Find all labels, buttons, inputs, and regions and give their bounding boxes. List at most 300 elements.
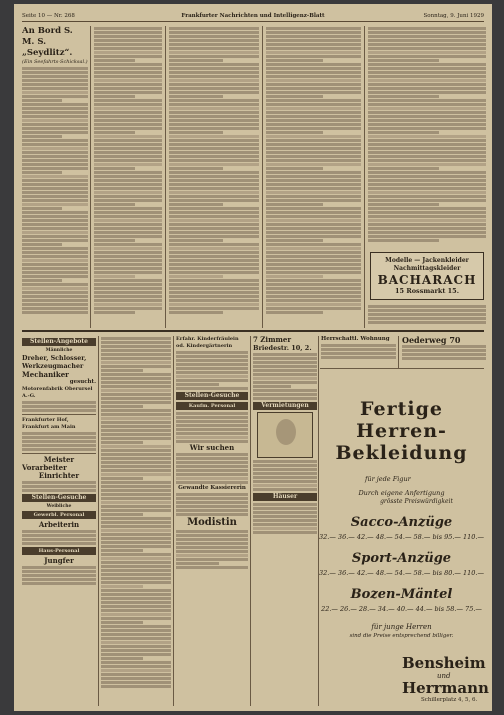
text-line — [368, 87, 486, 90]
vermietungen-heading: Vermietungen — [253, 402, 317, 410]
text-line — [176, 481, 248, 484]
text-line — [101, 609, 171, 612]
text-line — [94, 207, 162, 210]
text-line — [368, 35, 486, 38]
text-line — [266, 183, 361, 186]
text-line — [101, 405, 143, 408]
text-line — [169, 275, 223, 278]
text-line — [22, 75, 88, 78]
text-line — [101, 645, 171, 648]
mechaniker-ad: Mechaniker — [22, 370, 69, 379]
sacco-prices: 32.— 36.— 42.— 48.— 54.— 58.— bis 95.— 110.— — [319, 533, 484, 541]
text-line — [169, 75, 259, 78]
text-line — [22, 239, 88, 242]
ads-column-1 — [22, 336, 96, 704]
text-line — [253, 361, 317, 364]
text-line — [94, 71, 162, 74]
text-line — [101, 625, 171, 628]
text-line — [101, 489, 171, 492]
text-line — [253, 523, 317, 526]
text-line — [266, 235, 361, 238]
text-line — [266, 95, 323, 98]
text-line — [101, 441, 143, 444]
text-line — [94, 35, 162, 38]
text-line — [169, 295, 259, 298]
text-line — [169, 299, 259, 302]
text-line — [22, 163, 88, 166]
oederweg-title: Oederweg 70 — [402, 336, 461, 345]
text-line — [22, 255, 88, 258]
text-line — [266, 279, 361, 282]
text-line — [101, 421, 171, 424]
text-line — [94, 59, 135, 62]
text-line — [94, 87, 162, 90]
bensheim-brand: Bensheim — [402, 654, 486, 672]
gewerbl-personal-heading: Gewerbl. Personal — [22, 511, 96, 519]
text-line — [94, 79, 162, 82]
kaufm-personal-heading: Kaufm. Personal — [176, 402, 248, 410]
ads-column-3 — [176, 336, 248, 704]
text-line — [368, 91, 486, 94]
text-line — [94, 91, 162, 94]
text-line — [101, 401, 171, 404]
text-line — [266, 63, 361, 66]
wir-suchen-ad: Wir suchen — [189, 443, 235, 452]
text-line — [176, 440, 248, 443]
text-line — [22, 283, 88, 286]
text-line — [22, 401, 96, 404]
text-line — [266, 199, 361, 202]
text-line — [169, 183, 259, 186]
text-line — [266, 47, 361, 50]
maennliche-label: Männliche — [45, 348, 73, 353]
text-line — [169, 167, 223, 170]
text-line — [368, 163, 486, 166]
text-line — [22, 195, 88, 198]
text-line — [169, 87, 259, 90]
text-line — [22, 311, 88, 314]
text-line — [101, 493, 171, 496]
text-line — [169, 103, 259, 106]
text-line — [266, 99, 361, 102]
text-line — [266, 283, 361, 286]
text-line — [101, 457, 171, 460]
text-line — [101, 541, 171, 544]
gesucht-label: gesucht. — [69, 379, 96, 385]
text-line — [22, 219, 88, 222]
text-line — [22, 99, 62, 102]
text-line — [169, 303, 259, 306]
text-line — [368, 235, 486, 238]
text-line — [101, 513, 143, 516]
text-line — [266, 55, 361, 58]
text-line — [169, 283, 259, 286]
einrichter-ad: Einrichter — [38, 471, 80, 480]
text-line — [22, 91, 88, 94]
text-line — [266, 267, 361, 270]
text-line — [101, 445, 171, 448]
text-line — [101, 617, 171, 620]
text-line — [94, 287, 162, 290]
jungfer-ad: Jungfer — [44, 556, 74, 565]
text-line — [22, 167, 88, 170]
text-line — [94, 123, 162, 126]
text-line — [101, 589, 171, 592]
text-line — [22, 179, 88, 182]
text-line — [22, 440, 96, 443]
text-line — [253, 503, 317, 506]
text-line — [266, 219, 361, 222]
text-line — [94, 51, 162, 54]
text-line — [94, 43, 162, 46]
text-line — [101, 557, 171, 560]
text-line — [176, 359, 248, 362]
text-line — [22, 542, 96, 545]
text-line — [266, 87, 361, 90]
text-line — [402, 349, 486, 352]
text-line — [94, 283, 162, 286]
text-line — [94, 215, 162, 218]
text-line — [169, 243, 259, 246]
text-line — [169, 175, 259, 178]
text-line — [94, 95, 135, 98]
sport-prices: 32.— 36.— 42.— 48.— 54.— 58.— bis 80.— 110.— — [319, 569, 484, 577]
text-column-3 — [169, 26, 259, 326]
text-line — [266, 143, 361, 146]
text-line — [266, 139, 361, 142]
text-line — [368, 83, 486, 86]
text-line — [368, 127, 486, 130]
text-line — [169, 91, 259, 94]
text-line — [22, 139, 88, 142]
text-line — [101, 377, 171, 380]
bacharach-line2: Nachmittagskleider — [393, 265, 461, 272]
text-line — [266, 207, 361, 210]
text-line — [368, 115, 486, 118]
text-line — [169, 51, 259, 54]
text-line — [176, 355, 248, 358]
meister-ad: Meister — [43, 455, 75, 464]
text-line — [22, 432, 96, 435]
text-line — [253, 460, 317, 463]
text-line — [253, 357, 317, 360]
text-line — [176, 538, 248, 541]
text-line — [266, 295, 361, 298]
ads-column-4 — [253, 336, 317, 704]
text-line — [253, 373, 317, 376]
text-line — [22, 566, 96, 569]
text-line — [266, 147, 361, 150]
text-line — [169, 115, 259, 118]
text-line — [253, 365, 317, 368]
text-line — [22, 67, 88, 70]
text-line — [368, 95, 439, 98]
text-line — [169, 107, 259, 110]
text-line — [266, 303, 361, 306]
text-line — [22, 582, 96, 585]
text-line — [266, 271, 361, 274]
text-line — [253, 515, 317, 518]
text-line — [169, 231, 259, 234]
text-line — [22, 71, 88, 74]
text-line — [176, 424, 248, 427]
text-line — [253, 484, 317, 487]
text-line — [266, 131, 323, 134]
text-line — [169, 195, 259, 198]
text-line — [176, 351, 248, 354]
text-line — [169, 71, 259, 74]
text-line — [368, 155, 486, 158]
text-line — [94, 251, 162, 254]
text-line — [266, 287, 361, 290]
text-line — [321, 344, 396, 347]
text-line — [22, 485, 96, 488]
text-line — [94, 63, 162, 66]
text-line — [266, 167, 323, 170]
text-line — [253, 369, 317, 372]
article-title: An Bord S. M. S. „Seydlitz“. — [22, 26, 73, 58]
text-column-5 — [368, 26, 486, 248]
text-line — [22, 291, 88, 294]
text-line — [94, 139, 162, 142]
text-line — [22, 79, 88, 82]
text-line — [176, 513, 248, 516]
text-line — [101, 577, 171, 580]
text-line — [253, 464, 317, 467]
text-line — [101, 461, 171, 464]
text-line — [169, 187, 259, 190]
text-line — [169, 159, 259, 162]
text-line — [22, 171, 62, 174]
text-line — [101, 369, 143, 372]
oederweg-ad — [402, 336, 486, 366]
text-line — [101, 497, 171, 500]
dreher-ad: Dreher, Schlosser, Werkzeugmacher — [22, 355, 87, 370]
text-line — [176, 436, 248, 439]
text-line — [22, 107, 88, 110]
text-line — [94, 263, 162, 266]
haeuser-heading: Häuser — [253, 493, 317, 501]
text-line — [176, 420, 248, 423]
text-line — [169, 223, 259, 226]
text-line — [101, 381, 171, 384]
text-line — [94, 67, 162, 70]
text-line — [169, 267, 259, 270]
text-line — [94, 127, 162, 130]
text-line — [101, 433, 171, 436]
text-line — [22, 489, 96, 492]
text-line — [22, 87, 88, 90]
text-line — [169, 191, 259, 194]
text-line — [94, 267, 162, 270]
text-line — [22, 127, 88, 130]
text-line — [402, 345, 486, 348]
text-line — [22, 123, 88, 126]
text-line — [169, 199, 259, 202]
text-line — [101, 677, 171, 680]
text-line — [101, 681, 171, 684]
text-line — [169, 131, 223, 134]
text-line — [101, 545, 171, 548]
text-line — [169, 179, 259, 182]
text-line — [266, 31, 361, 34]
text-line — [266, 135, 361, 138]
text-line — [368, 171, 486, 174]
text-line — [368, 195, 486, 198]
text-line — [94, 259, 162, 262]
text-line — [101, 633, 171, 636]
text-line — [94, 83, 162, 86]
text-line — [22, 147, 88, 150]
herrschaft-wohnung-ad — [321, 336, 396, 366]
text-line — [176, 428, 248, 431]
text-line — [22, 175, 88, 178]
text-line — [169, 307, 259, 310]
text-line — [22, 275, 88, 278]
text-line — [253, 519, 317, 522]
text-line — [94, 131, 135, 134]
text-line — [253, 393, 317, 396]
text-line — [101, 533, 171, 536]
sacco-anzuege-label: Sacco-Anzüge — [350, 515, 453, 530]
text-line — [101, 345, 171, 348]
text-line — [169, 79, 259, 82]
junge-herren-label: für junge Herren — [371, 623, 432, 631]
text-line — [22, 83, 88, 86]
text-line — [321, 356, 396, 359]
text-line — [101, 437, 171, 440]
text-line — [169, 27, 259, 30]
text-line — [176, 375, 248, 378]
text-line — [94, 191, 162, 194]
text-line — [169, 239, 223, 242]
text-line — [101, 521, 171, 524]
text-line — [101, 537, 171, 540]
text-line — [176, 383, 219, 386]
text-line — [266, 311, 323, 314]
text-line — [101, 529, 171, 532]
text-line — [266, 239, 323, 242]
text-line — [94, 243, 162, 246]
text-line — [94, 111, 162, 114]
text-line — [368, 47, 486, 50]
text-line — [94, 39, 162, 42]
text-line — [22, 207, 62, 210]
stellen-gesuche-heading: Stellen-Gesuche — [22, 494, 96, 502]
text-line — [266, 151, 361, 154]
ad-subtitle-anfertigung: Durch eigene Anfertigung — [358, 489, 445, 497]
text-line — [101, 337, 171, 340]
text-line — [266, 39, 361, 42]
text-line — [101, 469, 171, 472]
text-line — [176, 477, 248, 480]
text-line — [368, 305, 486, 308]
text-line — [101, 525, 171, 528]
text-line — [94, 187, 162, 190]
text-line — [169, 155, 259, 158]
text-line — [368, 159, 486, 162]
text-line — [22, 119, 88, 122]
text-line — [94, 247, 162, 250]
text-line — [266, 259, 361, 262]
text-line — [169, 111, 259, 114]
text-line — [94, 203, 135, 206]
text-line — [101, 477, 143, 480]
text-line — [169, 139, 259, 142]
text-line — [368, 183, 486, 186]
text-line — [176, 473, 248, 476]
text-line — [169, 67, 259, 70]
text-line — [266, 155, 361, 158]
text-line — [169, 171, 259, 174]
text-line — [266, 231, 361, 234]
text-line — [22, 143, 88, 146]
text-line — [22, 271, 88, 274]
text-line — [169, 123, 259, 126]
text-line — [101, 417, 171, 420]
text-line — [169, 207, 259, 210]
text-line — [266, 103, 361, 106]
text-line — [368, 167, 439, 170]
text-line — [266, 71, 361, 74]
text-line — [101, 573, 171, 576]
text-line — [94, 119, 162, 122]
text-line — [368, 119, 486, 122]
text-line — [169, 163, 259, 166]
text-line — [176, 469, 248, 472]
text-line — [368, 39, 486, 42]
text-line — [22, 538, 96, 541]
text-line — [266, 175, 361, 178]
ad-subtitle-preis: grösste Preiswürdigkeit — [380, 498, 453, 505]
text-line — [266, 127, 361, 130]
text-line — [94, 227, 162, 230]
text-line — [94, 167, 135, 170]
text-line — [22, 227, 88, 230]
text-line — [368, 147, 486, 150]
text-line — [94, 159, 162, 162]
text-line — [101, 505, 171, 508]
text-line — [253, 488, 317, 491]
text-line — [94, 115, 162, 118]
text-line — [176, 457, 248, 460]
text-line — [176, 534, 248, 537]
text-line — [169, 119, 259, 122]
text-line — [176, 416, 248, 419]
text-line — [22, 251, 88, 254]
text-line — [22, 235, 88, 238]
text-line — [101, 661, 171, 664]
bozen-prices: 22.— 26.— 28.— 34.— 40.— 44.— bis 58.— 75.— — [321, 605, 482, 613]
text-line — [176, 566, 248, 569]
zimmer-ad: 7 Zimmer — [253, 336, 292, 344]
text-line — [368, 187, 486, 190]
text-line — [266, 119, 361, 122]
text-line — [169, 143, 259, 146]
text-line — [266, 179, 361, 182]
text-line — [22, 481, 96, 484]
text-line — [266, 211, 361, 214]
text-line — [22, 159, 88, 162]
text-line — [22, 405, 96, 408]
text-line — [22, 436, 96, 439]
ad-title-fertige: Fertige — [360, 398, 443, 420]
text-line — [101, 341, 171, 344]
text-line — [101, 453, 171, 456]
text-line — [169, 251, 259, 254]
text-line — [94, 195, 162, 198]
text-line — [266, 79, 361, 82]
